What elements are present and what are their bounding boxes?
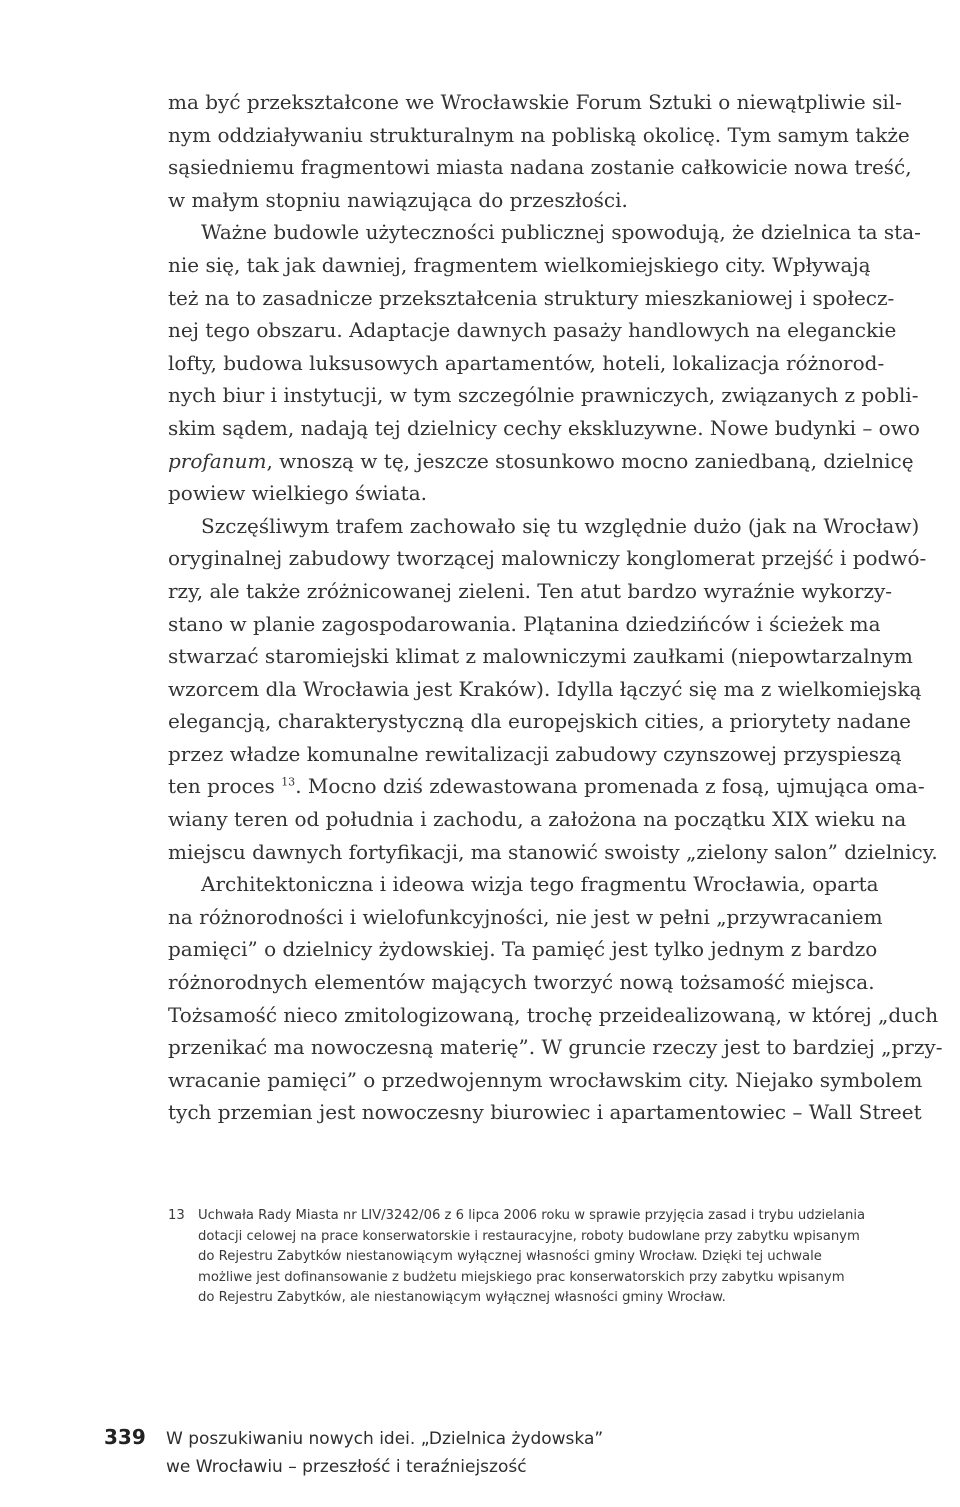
running-title-line: we Wrocławiu – przeszłość i teraźniejszość	[166, 1457, 527, 1477]
text-line: nie się, tak jak dawniej, fragmentem wielkomiejskiego city. Wpływają	[168, 252, 871, 277]
text-line: ma być przekształcone we Wrocławskie Forum Sztuki o niewątpliwie sil-	[168, 90, 902, 114]
running-title	[166, 1425, 603, 1481]
text-line: skim sądem, nadają tej dzielnicy cechy ekskluzywne. Nowe budynki – owo	[168, 415, 920, 440]
text-line: tych przemian jest nowoczesny biurowiec i apartamentowiec – Wall Street	[168, 1100, 922, 1125]
text-line: na różnorodności i wielofunkcyjności, nie jest w pełni „przywracaniem	[168, 904, 883, 929]
text-line-with-footnote	[168, 770, 925, 803]
text-line: przenikać ma nowoczesną materię”. W gruncie rzeczy jest to bardziej „przy-	[168, 1035, 943, 1060]
text-fragment: ten proces	[168, 774, 275, 799]
footnote-line: możliwe jest dofinansowanie z budżetu miejskiego prac konserwatorskich przy zabytku wpisanym	[198, 1269, 845, 1285]
text-line: przez władze komunalne rewitalizacji zabudowy czynszowej przyspieszą	[168, 741, 902, 766]
footnote-number: 13	[168, 1208, 185, 1223]
text-line: Tożsamość nieco zmitologizowaną, trochę przeidealizowaną, w której „duch	[168, 1002, 939, 1027]
text-line: stwarzać staromiejski klimat z malowniczymi zaułkami (niepowtarzalnym	[168, 644, 913, 669]
main-text	[168, 86, 943, 1129]
page-number: 339	[104, 1425, 146, 1449]
text-line: nej tego obszaru. Adaptacje dawnych pasaży handlowych na eleganckie	[168, 318, 897, 343]
text-line: nym oddziaływaniu strukturalnym na pobliską okolicę. Tym samym także	[168, 122, 910, 147]
italic-term: profanum	[168, 448, 267, 473]
text-line: wiany teren od południa i zachodu, a założona na początku XIX wieku na	[168, 807, 907, 832]
text-line: lofty, budowa luksusowych apartamentów, hoteli, lokalizacja różnorod-	[168, 350, 885, 375]
text-line: rzy, ale także zróżnicowanej zieleni. Ten atut bardzo wyraźnie wykorzy-	[168, 578, 893, 603]
text-line: powiew wielkiego świata.	[168, 481, 427, 506]
footnote-line: Uchwała Rady Miasta nr LIV/3242/06 z 6 lipca 2006 roku w sprawie przyjęcia zasad i trybu udzielania	[198, 1208, 866, 1223]
text-line: Architektoniczna i ideowa wizja tego fragmentu Wrocławia, oparta	[201, 872, 879, 897]
running-title-line: W poszukiwaniu nowych idei. „Dzielnica żydowska”	[166, 1429, 604, 1449]
text-line: też na to zasadnicze przekształcenia struktury mieszkaniowej i społecz-	[168, 285, 895, 310]
text-line-with-italic	[168, 445, 914, 478]
footnote-text	[198, 1206, 873, 1309]
text-line: wzorcem dla Wrocławia jest Kraków). Idylla łączyć się ma z wielkomiejską	[168, 676, 922, 701]
text-line: Szczęśliwym trafem zachowało się tu względnie dużo (jak na Wrocław)	[201, 513, 920, 538]
footnote-line: dotacji celowej na prace konserwatorskie i restauracyjne, roboty budowlane przy zabytku wpisanym	[198, 1228, 860, 1244]
text-line: wracanie pamięci” o przedwojennym wrocławskim city. Niejako symbolem	[168, 1067, 923, 1092]
text-line: różnorodnych elementów mających tworzyć nową tożsamość miejsca.	[168, 970, 875, 995]
text-line: pamięci” o dzielnicy żydowskiej. Ta pamięć jest tylko jednym z bardzo	[168, 937, 878, 962]
footnote-line: do Rejestru Zabytków niestanowiącym wyłącznej własności gminy Wrocław. Dzięki tej uchwale	[198, 1249, 822, 1264]
footnote-reference[interactable]: 13	[281, 775, 296, 789]
footnote-line: do Rejestru Zabytków, ale niestanowiącym wyłącznej własności gminy Wrocław.	[198, 1290, 726, 1305]
text-line: nych biur i instytucji, w tym szczególnie prawniczych, związanych z pobli-	[168, 383, 919, 408]
text-line: elegancją, charakterystyczną dla europejskich cities, a priorytety nadane	[168, 709, 912, 734]
text-line: oryginalnej zabudowy tworzącej malowniczy konglomerat przejść i podwó-	[168, 546, 927, 571]
text-line: stano w planie zagospodarowania. Plątanina dziedzińców i ścieżek ma	[168, 611, 881, 636]
text-line: Ważne budowle użyteczności publicznej spowodują, że dzielnica ta sta-	[201, 220, 921, 245]
text-line: miejscu dawnych fortyfikacji, ma stanowić swoisty „zielony salon” dzielnicy.	[168, 839, 938, 864]
text-fragment: . Mocno dziś zdewastowana promenada z fosą, ujmująca oma-	[295, 774, 925, 799]
text-line: w małym stopniu nawiązująca do przeszłości.	[168, 187, 628, 212]
text-fragment: , wnoszą w tę, jeszcze stosunkowo mocno zaniedbaną, dzielnicę	[266, 448, 914, 473]
text-line: sąsiedniemu fragmentowi miasta nadana zostanie całkowicie nowa treść,	[168, 155, 912, 180]
